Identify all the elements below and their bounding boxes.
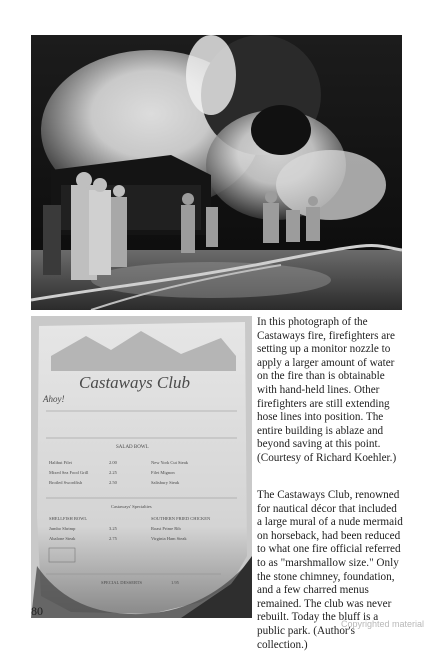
menu-item-7: SHELLFISH BOWL xyxy=(49,516,88,521)
menu-greeting: Ahoy! xyxy=(43,394,65,404)
menu-price-6: 1.95 xyxy=(171,580,179,585)
menu-item-2: Mixed Sea Food Grill xyxy=(49,470,89,475)
menu-item-8: SOUTHERN FRIED CHICKEN xyxy=(151,516,211,521)
page-number: 80 xyxy=(31,604,43,618)
menu-item-6: Salisbury Steak xyxy=(151,480,180,485)
menu-price-1: 2.00 xyxy=(109,460,117,465)
menu-item-11: Abalone Steak xyxy=(49,536,76,541)
menu-item-9: Jumbo Shrimp xyxy=(49,526,76,531)
fire-photograph xyxy=(31,35,402,310)
menu-script-title: Castaways Club xyxy=(79,373,190,392)
menu-photo-caption: The Castaways Club, renowned for nautical décor that included a large mural of a nude mermaid on horseback, had been reduced to what one fire official referred to as "marshmallow size." Only the stone chimney, foundation, and a few charred menus remained. The club was never rebuilt. Today the bluff is a public park. (Author's collection.) xyxy=(257,489,403,651)
menu-item-1: Halibut Filet xyxy=(49,460,72,465)
copyright-watermark: Copyrighted material xyxy=(340,619,424,629)
fire-photo-caption: In this photograph of the Castaways fire, firefighters are setting up a monitor nozzle to apply a larger amount of water on the fire than is obtainable with hand-held lines. Other firefighters are still extending hose lines into position. The entire building is ablaze and beyond saving at this point. (Courtesy of Richard Koehler.) xyxy=(257,316,397,464)
menu-item-10: Roast Prime Rib xyxy=(151,526,181,531)
menu-price-2: 2.25 xyxy=(109,470,117,475)
menu-photograph xyxy=(31,316,252,618)
menu-price-4: 3.25 xyxy=(109,526,117,531)
menu-price-3: 2.50 xyxy=(109,480,117,485)
menu-item-4: New York Cut Steak xyxy=(151,460,189,465)
menu-item-3: Broiled Swordfish xyxy=(49,480,83,485)
menu-price-5: 2.75 xyxy=(109,536,117,541)
menu-item-5: Filet Mignon xyxy=(151,470,175,475)
menu-item-12: Virginia Ham Steak xyxy=(151,536,187,541)
menu-section-seafood: Castaways' Specialties xyxy=(111,504,152,509)
menu-section-salad: SALAD BOWL xyxy=(116,445,149,450)
menu-special-desserts: SPECIAL DESSERTS xyxy=(101,580,142,585)
